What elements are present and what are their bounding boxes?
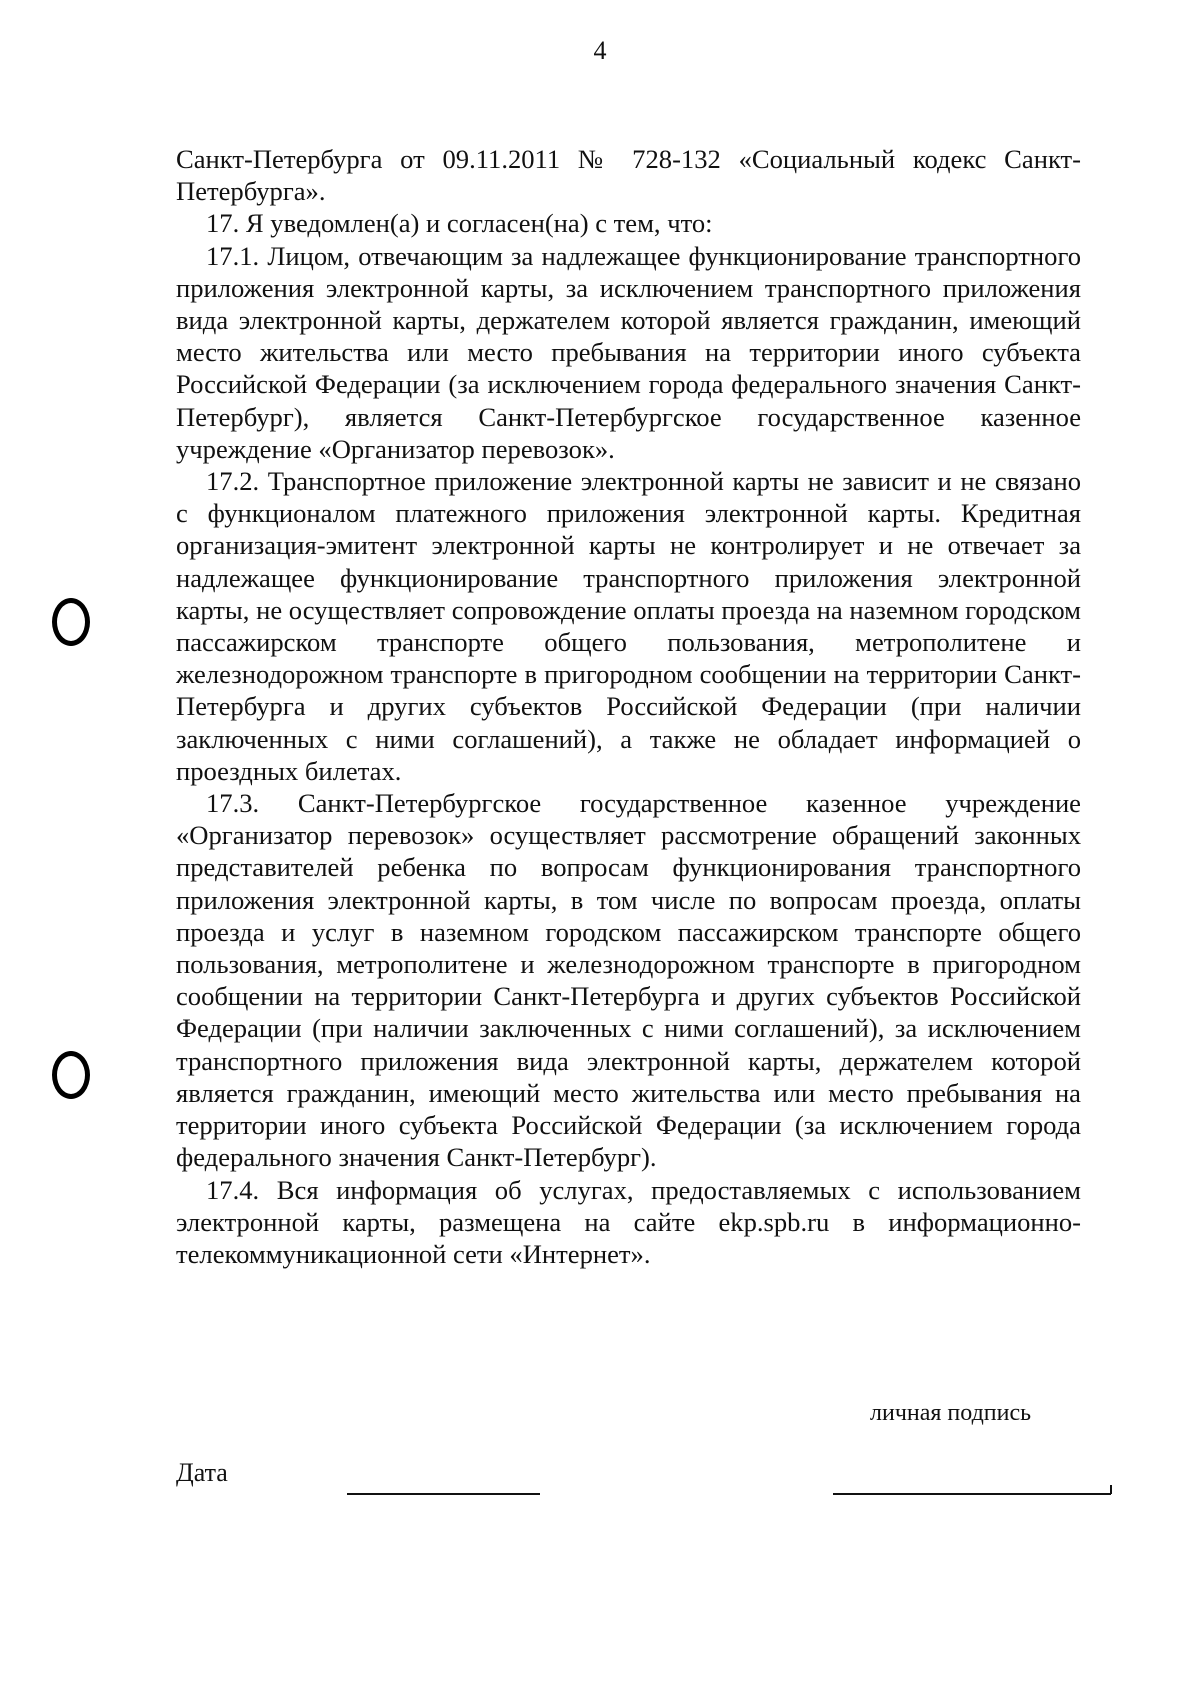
- document-body: [176, 143, 1081, 1270]
- paragraph-17-2: 17.2. Транспортное приложение электронной карты не зависит и не связано с функционалом платежного приложения электронной карты. Кредитная организация-эмитент электронной карты не контролирует и не отвечает за надлежащее функционирование транспортного приложения электронной карты, не осуществляет сопровождение оплаты проезда на наземном городском пассажирском транспорте общего пользования, метрополитене и железнодорожном транспорте в пригородном сообщении на территории Санкт-Петербурга и других субъектов Российской Федерации (при наличии заключенных с ними соглашений), а также не обладает информацией о проездных билетах.: [176, 466, 1081, 786]
- paragraph-17-1: 17.1. Лицом, отвечающим за надлежащее функционирование транспортного приложения электронной карты, за исключением транспортного приложения вида электронной карты, держателем которой является гражданин, имеющий место жительства или место пребывания на территории иного субъекта Российской Федерации (за исключением города федерального значения Санкт-Петербург), является Санкт-Петербургское государственное казенное учреждение «Организатор перевозок».: [176, 240, 1081, 464]
- page-number: 4: [593, 36, 607, 65]
- date-label: Дата: [176, 1458, 228, 1487]
- punch-hole-mark: [52, 1051, 90, 1099]
- signature-underline: [833, 1493, 1111, 1495]
- signature-caption: личная подпись: [870, 1400, 1032, 1426]
- paragraph-17: 17. Я уведомлен(а) и согласен(на) с тем, что:: [206, 208, 713, 239]
- punch-hole-mark: [52, 598, 90, 646]
- date-underline: [347, 1493, 540, 1495]
- paragraph-17-3: 17.3. Санкт-Петербургское государственное казенное учреждение «Организатор перевозок» осуществляет рассмотрение обращений законных представителей ребенка по вопросам функционирования транспортного приложения электронной карты, в том числе по вопросам проезда, оплаты проезда и услуг в наземном городском пассажирском транспорте общего пользования, метрополитене и железнодорожном транспорте в пригородном сообщении на территории Санкт-Петербурга и других субъектов Российской Федерации (при наличии заключенных с ними соглашений), за исключением транспортного приложения вида электронной карты, держателем которой является гражданин, имеющий место жительства или место пребывания на территории иного субъекта Российской Федерации (за исключением города федерального значения Санкт-Петербург).: [176, 788, 1081, 1173]
- paragraph-17-4: 17.4. Вся информация об услугах, предоставляемых с использованием электронной карты, размещена на сайте ekp.spb.ru в информационно-телекоммуникационной сети «Интернет».: [176, 1174, 1081, 1269]
- paragraph-continuation: Санкт-Петербурга от 09.11.2011 № 728-132 «Социальный кодекс Санкт-Петербурга».: [176, 144, 1081, 207]
- signature-line-end-mark: [1110, 1485, 1112, 1494]
